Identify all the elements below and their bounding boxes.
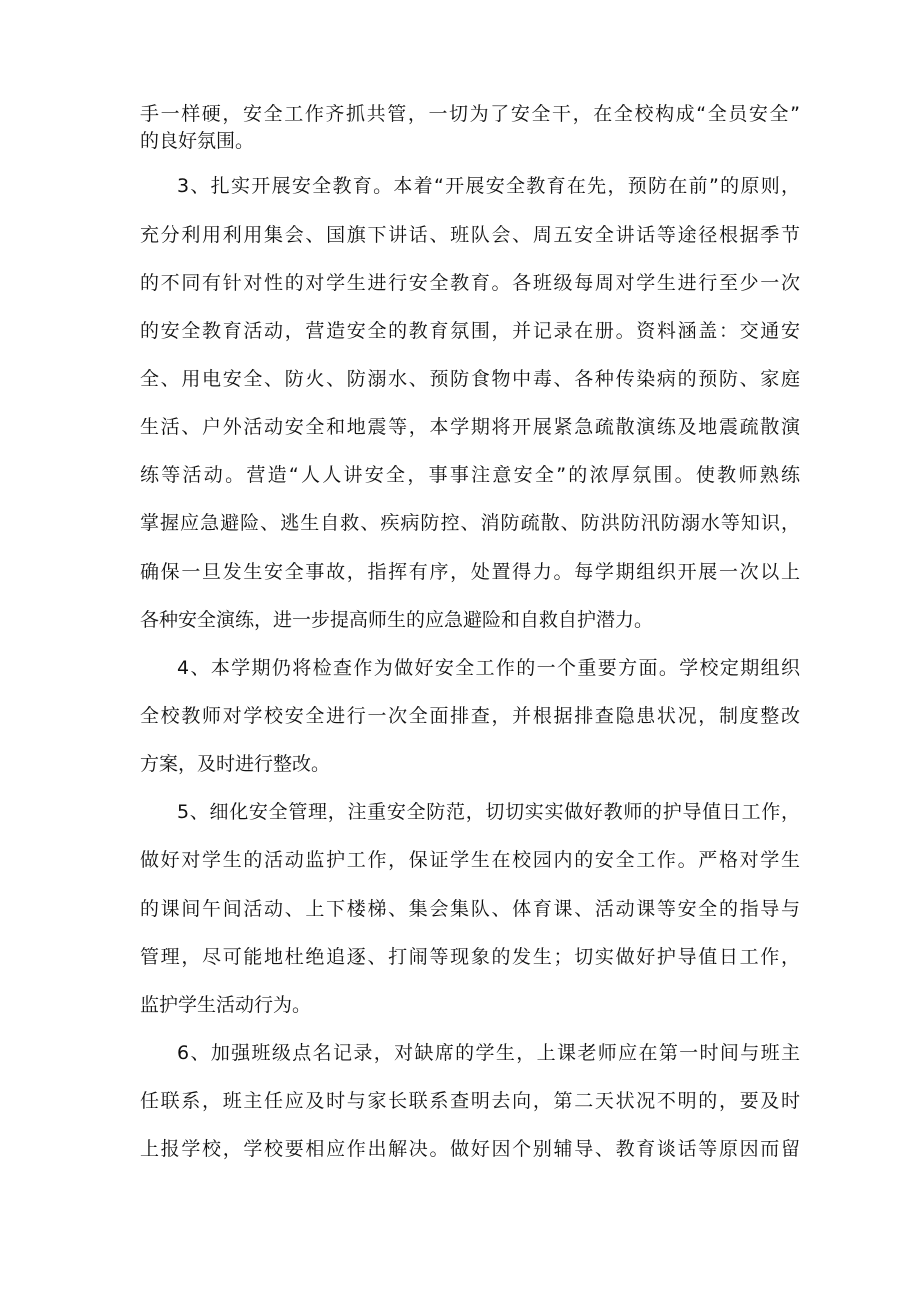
text-line: 任联系，班主任应及时与家长联系查明去向，第二天状况不明的，要及时 <box>140 1090 800 1112</box>
text-line: 的课间午间活动、上下楼梯、集会集队、体育课、活动课等安全的指导与 <box>140 898 800 920</box>
text-line: 掌握应急避险、逃生自救、疾病防控、消防疏散、防洪防汛防溺水等知识， <box>140 512 800 534</box>
text-line: 的不同有针对性的对学生进行安全教育。各班级每周对学生进行至少一次 <box>140 272 800 294</box>
paragraph-start-line: 5、细化安全管理，注重安全防范，切切实实做好教师的护导值日工作， <box>177 801 800 823</box>
text-line: 方案，及时进行整改。 <box>140 753 331 775</box>
text-line: 确保一旦发生安全事故，指挥有序，处置得力。每学期组织开展一次以上 <box>140 561 800 583</box>
text-line: 各种安全演练，进一步提高师生的应急避险和自救自护潜力。 <box>140 609 654 631</box>
text-line: 上报学校，学校要相应作出解决。做好因个别辅导、教育谈话等原因而留 <box>140 1138 800 1160</box>
paragraph-start-line: 3、扎实开展安全教育。本着“开展安全教育在先，预防在前”的原则， <box>177 175 800 197</box>
paragraph-start-line: 6、加强班级点名记录，对缺席的学生，上课老师应在第一时间与班主 <box>177 1042 800 1064</box>
paragraph-start-line: 4、本学期仍将检查作为做好安全工作的一个重要方面。学校定期组织 <box>177 657 800 679</box>
text-line: 手一样硬，安全工作齐抓共管，一切为了安全干，在全校构成“全员安全” <box>140 103 800 125</box>
text-line: 生活、户外活动安全和地震等，本学期将开展紧急疏散演练及地震疏散演 <box>140 416 800 438</box>
text-line: 充分利用利用集会、国旗下讲话、班队会、周五安全讲话等途径根据季节 <box>140 224 800 246</box>
text-line: 全校教师对学校安全进行一次全面排查，并根据排查隐患状况，制度整改 <box>140 705 800 727</box>
text-line: 练等活动。营造“人人讲安全，事事注意安全”的浓厚氛围。使教师熟练 <box>140 464 800 486</box>
text-line: 做好对学生的活动监护工作，保证学生在校园内的安全工作。严格对学生 <box>140 849 800 871</box>
text-line: 的安全教育活动，营造安全的教育氛围，并记录在册。资料涵盖：交通安 <box>140 320 800 342</box>
text-line: 全、用电安全、防火、防溺水、预防食物中毒、各种传染病的预防、家庭 <box>140 368 800 390</box>
text-line: 的良好氛围。 <box>140 130 255 152</box>
text-line: 监护学生活动行为。 <box>140 994 312 1016</box>
text-line: 管理，尽可能地杜绝追逐、打闹等现象的发生；切实做好护导值日工作， <box>140 946 800 968</box>
